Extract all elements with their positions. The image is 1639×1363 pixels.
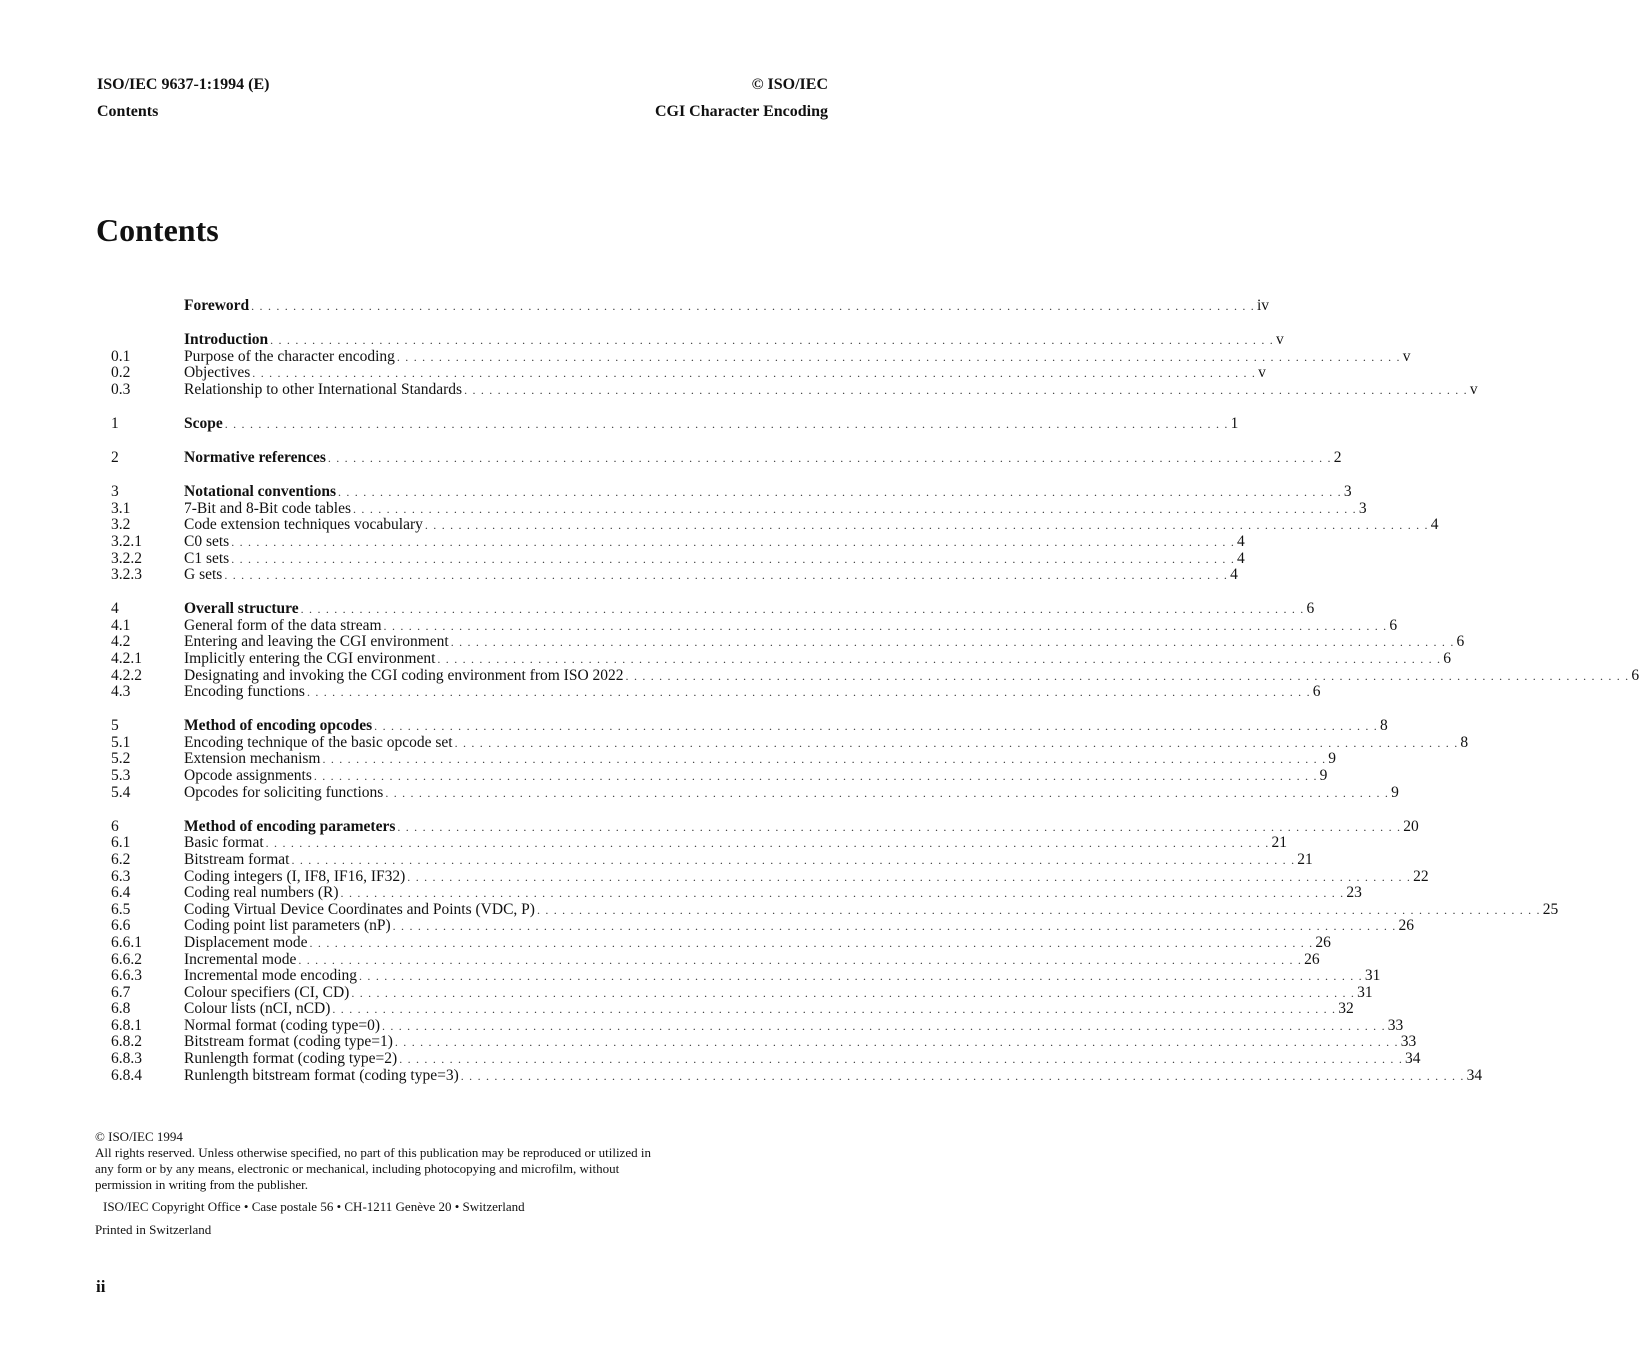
toc-entry[interactable] — [111, 983, 1373, 1002]
toc-dot-leader: . . . . . . . . . . . . . . . . . . . . . . . . . . . . . . . . . . . . . . . . . . . . . . . . . . . . . . . . . . . . . . . . . . . . . . . . . . . . . . . . . . . . . . . . . . . . . . . . . . . . . . . . . . . . . . . . . . . . . . . . — [625, 668, 1630, 683]
toc-entry[interactable] — [111, 414, 1239, 433]
toc-entry[interactable] — [111, 783, 1399, 802]
toc-entry-number: 0.2 — [111, 364, 131, 382]
toc-entry-page: 4 — [1230, 566, 1238, 584]
toc-dot-leader: . . . . . . . . . . . . . . . . . . . . . . . . . . . . . . . . . . . . . . . . . . . . . . . . . . . . . . . . . . . . . . . . . . . . . . . . . . . . . . . . . . . . . . . . . . . . . . . . . . . . . . . . . . . . . . . . . . . . . . . . — [424, 518, 1429, 533]
toc-entry-title: Opcode assignments — [184, 767, 312, 785]
toc-entry-number: 6.6.1 — [111, 933, 142, 951]
toc-entry-number: 6.1 — [111, 834, 131, 852]
toc-entry-title: C1 sets — [184, 549, 230, 567]
toc-entry-page: iv — [1256, 297, 1270, 314]
toc-dot-leader: . . . . . . . . . . . . . . . . . . . . . . . . . . . . . . . . . . . . . . . . . . . . . . . . . . . . . . . . . . . . . . . . . . . . . . . . . . . . . . . . . . . . . . . . . . . . . . . . . . . . . . . . . . . . . . . . . . . . . . . . — [270, 333, 1274, 348]
toc-entry-page: 20 — [1403, 817, 1419, 835]
toc-entry-number: 0.1 — [111, 347, 131, 365]
toc-dot-leader: . . . . . . . . . . . . . . . . . . . . . . . . . . . . . . . . . . . . . . . . . . . . . . . . . . . . . . . . . . . . . . . . . . . . . . . . . . . . . . . . . . . . . . . . . . . . . . . . . . . . . . . . . . . . . . . . . . . . . . . . — [385, 785, 1390, 800]
toc-entry-title: Designating and invoking the CGI coding environment from ISO 2022 — [184, 666, 624, 684]
toc-dot-leader: . . . . . . . . . . . . . . . . . . . . . . . . . . . . . . . . . . . . . . . . . . . . . . . . . . . . . . . . . . . . . . . . . . . . . . . . . . . . . . . . . . . . . . . . . . . . . . . . . . . . . . . . . . . . . . . . . . . . . . . . — [251, 299, 1255, 313]
toc-entry-page: v — [1275, 331, 1284, 349]
toc-dot-leader: . . . . . . . . . . . . . . . . . . . . . . . . . . . . . . . . . . . . . . . . . . . . . . . . . . . . . . . . . . . . . . . . . . . . . . . . . . . . . . . . . . . . . . . . . . . . . . . . . . . . . . . . . . . . . . . . . . . . . . . . — [340, 886, 1345, 901]
toc-entry-title: Runlength format (coding type=2) — [184, 1050, 398, 1068]
toc-entry-title: Foreword — [184, 297, 250, 314]
copyright-office-address: ISO/IEC Copyright Office • Case postale 56 • CH-1211 Genève 20 • Switzerland — [103, 1199, 525, 1214]
toc-entry[interactable] — [111, 483, 1352, 501]
toc-entry-number: 6.8 — [111, 1000, 131, 1018]
toc-dot-leader: . . . . . . . . . . . . . . . . . . . . . . . . . . . . . . . . . . . . . . . . . . . . . . . . . . . . . . . . . . . . . . . . . . . . . . . . . . . . . . . . . . . . . . . . . . . . . . . . . . . . . . . . . . . . . . . . . . . . . . . . — [399, 1052, 1404, 1067]
toc-dot-leader: . . . . . . . . . . . . . . . . . . . . . . . . . . . . . . . . . . . . . . . . . . . . . . . . . . . . . . . . . . . . . . . . . . . . . . . . . . . . . . . . . . . . . . . . . . . . . . . . . . . . . . . . . . . . . . . . . . . . . . . . — [437, 652, 1442, 666]
toc-dot-leader: . . . . . . . . . . . . . . . . . . . . . . . . . . . . . . . . . . . . . . . . . . . . . . . . . . . . . . . . . . . . . . . . . . . . . . . . . . . . . . . . . . . . . . . . . . . . . . . . . . . . . . . . . . . . . . . . . . . . . . . . — [224, 568, 1229, 583]
toc-entry-page: 2 — [1333, 449, 1342, 467]
toc-entry-title: Introduction — [184, 331, 269, 349]
toc-entry-title: Encoding functions — [184, 683, 305, 701]
toc-dot-leader: . . . . . . . . . . . . . . . . . . . . . . . . . . . . . . . . . . . . . . . . . . . . . . . . . . . . . . . . . . . . . . . . . . . . . . . . . . . . . . . . . . . . . . . . . . . . . . . . . . . . . . . . . . . . . . . . . . . . . . . . — [351, 985, 1356, 1000]
toc-entry[interactable] — [111, 616, 1398, 635]
toc-entry[interactable] — [111, 380, 1478, 399]
toc-entry[interactable] — [111, 933, 1331, 952]
page-number: ii — [96, 1277, 106, 1296]
toc-entry-number: 6.3 — [111, 867, 131, 885]
toc-entry-page: 23 — [1346, 884, 1362, 902]
toc-dot-leader: . . . . . . . . . . . . . . . . . . . . . . . . . . . . . . . . . . . . . . . . . . . . . . . . . . . . . . . . . . . . . . . . . . . . . . . . . . . . . . . . . . . . . . . . . . . . . . . . . . . . . . . . . . . . . . . . . . . . . . . . — [394, 1035, 1399, 1050]
toc-dot-leader: . . . . . . . . . . . . . . . . . . . . . . . . . . . . . . . . . . . . . . . . . . . . . . . . . . . . . . . . . . . . . . . . . . . . . . . . . . . . . . . . . . . . . . . . . . . . . . . . . . . . . . . . . . . . . . . . . . . . . . . . — [224, 416, 1229, 431]
toc-entry-title: Incremental mode encoding — [184, 967, 358, 985]
toc-entry-number: 5.4 — [111, 783, 131, 801]
toc-entry[interactable] — [111, 1000, 1354, 1018]
header-standard-id: ISO/IEC 9637-1:1994 (E) — [97, 76, 270, 93]
toc-entry-title: Bitstream format — [184, 850, 290, 868]
toc-entry-number: 4.2.2 — [111, 666, 142, 684]
toc-entry-number: 3.1 — [111, 499, 131, 517]
toc-dot-leader: . . . . . . . . . . . . . . . . . . . . . . . . . . . . . . . . . . . . . . . . . . . . . . . . . . . . . . . . . . . . . . . . . . . . . . . . . . . . . . . . . . . . . . . . . . . . . . . . . . . . . . . . . . . . . . . . . . . . . . . . — [252, 366, 1257, 381]
toc-entry-page: 1 — [1230, 414, 1239, 432]
toc-entry-page: 6 — [1312, 683, 1321, 701]
toc-entry-number: 6.7 — [111, 983, 131, 1001]
toc-entry-number: 2 — [111, 449, 119, 467]
toc-entry[interactable] — [111, 600, 1315, 618]
toc-dot-leader: . . . . . . . . . . . . . . . . . . . . . . . . . . . . . . . . . . . . . . . . . . . . . . . . . . . . . . . . . . . . . . . . . . . . . . . . . . . . . . . . . . . . . . . . . . . . . . . . . . . . . . . . . . . . . . . . . . . . . . . . — [454, 735, 1459, 750]
toc-entry-page: 3 — [1343, 483, 1352, 501]
toc-entry[interactable] — [111, 331, 1284, 349]
toc-entry-page: 22 — [1413, 867, 1429, 885]
toc-entry-page: 9 — [1319, 767, 1328, 785]
toc-entry-page: 4 — [1430, 516, 1439, 534]
toc-entry-page: 8 — [1379, 717, 1388, 735]
toc-dot-leader: . . . . . . . . . . . . . . . . . . . . . . . . . . . . . . . . . . . . . . . . . . . . . . . . . . . . . . . . . . . . . . . . . . . . . . . . . . . . . . . . . . . . . . . . . . . . . . . . . . . . . . . . . . . . . . . . . . . . . . . . — [450, 635, 1455, 650]
toc-entry-number: 0.3 — [111, 380, 131, 398]
toc-entry[interactable] — [111, 767, 1328, 785]
toc-entry[interactable] — [111, 967, 1381, 985]
toc-dot-leader: . . . . . . . . . . . . . . . . . . . . . . . . . . . . . . . . . . . . . . . . . . . . . . . . . . . . . . . . . . . . . . . . . . . . . . . . . . . . . . . . . . . . . . . . . . . . . . . . . . . . . . . . . . . . . . . . . . . . . . . . — [397, 819, 1402, 834]
toc-entry-number: 5 — [111, 717, 119, 735]
toc-entry-title: Normative references — [184, 449, 326, 467]
toc-entry-number: 6.8.1 — [111, 1016, 142, 1034]
toc-entry[interactable] — [111, 717, 1388, 735]
toc-entry-title: Colour lists (nCI, nCD) — [184, 1000, 331, 1018]
toc-entry-page: v — [1402, 347, 1411, 365]
toc-entry-title: Incremental mode — [184, 950, 297, 968]
toc-entry-page: 21 — [1271, 834, 1287, 852]
toc-entry-title: C0 sets — [184, 532, 230, 550]
toc-entry-page: 26 — [1398, 917, 1414, 935]
toc-entry-page: v — [1469, 380, 1478, 398]
toc-entry-number: 6.4 — [111, 884, 131, 902]
toc-entry-title: Opcodes for soliciting functions — [184, 783, 384, 801]
toc-dot-leader: . . . . . . . . . . . . . . . . . . . . . . . . . . . . . . . . . . . . . . . . . . . . . . . . . . . . . . . . . . . . . . . . . . . . . . . . . . . . . . . . . . . . . . . . . . . . . . . . . . . . . . . . . . . . . . . . . . . . . . . . — [322, 752, 1327, 767]
toc-dot-leader: . . . . . . . . . . . . . . . . . . . . . . . . . . . . . . . . . . . . . . . . . . . . . . . . . . . . . . . . . . . . . . . . . . . . . . . . . . . . . . . . . . . . . . . . . . . . . . . . . . . . . . . . . . . . . . . . . . . . . . . . — [291, 852, 1296, 867]
toc-entry-number: 6.6.3 — [111, 967, 142, 985]
toc-entry-page: 9 — [1328, 750, 1337, 768]
toc-entry[interactable] — [111, 900, 1559, 919]
toc-entry-page: 6 — [1631, 666, 1639, 684]
toc-entry[interactable] — [111, 1033, 1417, 1051]
toc-entry-number: 3.2 — [111, 516, 131, 534]
toc-dot-leader: . . . . . . . . . . . . . . . . . . . . . . . . . . . . . . . . . . . . . . . . . . . . . . . . . . . . . . . . . . . . . . . . . . . . . . . . . . . . . . . . . . . . . . . . . . . . . . . . . . . . . . . . . . . . . . . . . . . . . . . . — [338, 485, 1342, 500]
toc-entry-title: Coding point list parameters (nP) — [184, 917, 391, 935]
toc-entry[interactable] — [111, 516, 1439, 534]
toc-entry-number: 5.3 — [111, 767, 131, 785]
toc-entry-title: Scope — [184, 414, 223, 432]
toc-entry-number: 5.2 — [111, 750, 131, 768]
toc-entry-title: Coding integers (I, IF8, IF16, IF32) — [184, 867, 406, 885]
toc-entry-page: 31 — [1364, 967, 1381, 985]
toc-entry[interactable] — [111, 347, 1411, 366]
toc-entry-page: 4 — [1237, 549, 1245, 567]
toc-entry-page: 6 — [1456, 633, 1465, 651]
toc-entry[interactable] — [111, 666, 1639, 685]
toc-group — [111, 414, 1239, 433]
toc-dot-leader: . . . . . . . . . . . . . . . . . . . . . . . . . . . . . . . . . . . . . . . . . . . . . . . . . . . . . . . . . . . . . . . . . . . . . . . . . . . . . . . . . . . . . . . . . . . . . . . . . . . . . . . . . . . . . . . . . . . . . . . . — [396, 349, 1401, 364]
toc-entry-title: G sets — [184, 566, 223, 584]
toc-entry[interactable] — [111, 950, 1320, 969]
toc-entry[interactable] — [111, 1016, 1404, 1035]
toc-entry[interactable] — [111, 834, 1287, 852]
toc-dot-leader: . . . . . . . . . . . . . . . . . . . . . . . . . . . . . . . . . . . . . . . . . . . . . . . . . . . . . . . . . . . . . . . . . . . . . . . . . . . . . . . . . . . . . . . . . . . . . . . . . . . . . . . . . . . . . . . . . . . . . . . . — [359, 969, 1363, 984]
toc-entry-number: 3.2.3 — [111, 566, 142, 584]
toc-entry-page: 6 — [1306, 600, 1315, 618]
toc-entry-title: Displacement mode — [184, 933, 308, 951]
toc-entry-title: General form of the data stream — [184, 616, 382, 634]
toc-entry[interactable] — [111, 683, 1321, 701]
toc-dot-leader: . . . . . . . . . . . . . . . . . . . . . . . . . . . . . . . . . . . . . . . . . . . . . . . . . . . . . . . . . . . . . . . . . . . . . . . . . . . . . . . . . . . . . . . . . . . . . . . . . . . . . . . . . . . . . . . . . . . . . . . . — [231, 551, 1236, 566]
toc-dot-leader: . . . . . . . . . . . . . . . . . . . . . . . . . . . . . . . . . . . . . . . . . . . . . . . . . . . . . . . . . . . . . . . . . . . . . . . . . . . . . . . . . . . . . . . . . . . . . . . . . . . . . . . . . . . . . . . . . . . . . . . . — [309, 935, 1314, 950]
toc-entry-number: 3.2.2 — [111, 549, 142, 567]
toc-entry-number: 6.6.2 — [111, 950, 142, 968]
toc-entry-page: 6 — [1389, 616, 1398, 634]
toc-entry[interactable] — [111, 297, 1270, 315]
toc-dot-leader: . . . . . . . . . . . . . . . . . . . . . . . . . . . . . . . . . . . . . . . . . . . . . . . . . . . . . . . . . . . . . . . . . . . . . . . . . . . . . . . . . . . . . . . . . . . . . . . . . . . . . . . . . . . . . . . . . . . . . . . . — [327, 451, 1332, 466]
toc-entry-number: 6.8.2 — [111, 1033, 142, 1051]
toc-entry-page: 3 — [1358, 499, 1367, 517]
toc-dot-leader: . . . . . . . . . . . . . . . . . . . . . . . . . . . . . . . . . . . . . . . . . . . . . . . . . . . . . . . . . . . . . . . . . . . . . . . . . . . . . . . . . . . . . . . . . . . . . . . . . . . . . . . . . . . . . . . . . . . . . . . . — [306, 685, 1311, 700]
toc-entry-number: 4 — [111, 600, 119, 618]
toc-entry[interactable] — [111, 917, 1414, 935]
page-title: Contents — [96, 212, 219, 248]
toc-entry-title: Method of encoding opcodes — [184, 717, 373, 735]
toc-entry-title: Implicitly entering the CGI environment — [184, 650, 436, 667]
toc-entry-number: 6.2 — [111, 850, 131, 868]
toc-entry-number: 4.1 — [111, 616, 131, 634]
toc-entry-title: Basic format — [184, 834, 264, 852]
copyright-line: © ISO/IEC 1994 — [95, 1129, 183, 1144]
toc-entry-title: Relationship to other International Standards — [184, 380, 463, 398]
toc-entry[interactable] — [111, 867, 1429, 886]
toc-entry[interactable] — [111, 1066, 1483, 1085]
toc-entry-title: Encoding technique of the basic opcode set — [184, 733, 453, 751]
toc-entry-title: Code extension techniques vocabulary — [184, 516, 423, 534]
toc-dot-leader: . . . . . . . . . . . . . . . . . . . . . . . . . . . . . . . . . . . . . . . . . . . . . . . . . . . . . . . . . . . . . . . . . . . . . . . . . . . . . . . . . . . . . . . . . . . . . . . . . . . . . . . . . . . . . . . . . . . . . . . . — [392, 919, 1397, 934]
toc-entry-number: 6.8.4 — [111, 1066, 142, 1084]
toc-entry-page: 21 — [1297, 850, 1313, 868]
toc-entry-title: Extension mechanism — [184, 750, 321, 768]
toc-entry-page: 31 — [1357, 983, 1373, 1001]
toc-entry-page: 34 — [1466, 1066, 1483, 1084]
toc-entry-page: 6 — [1443, 650, 1451, 667]
toc-entry-title: Purpose of the character encoding — [184, 347, 395, 365]
toc-group — [111, 449, 1342, 467]
toc-group — [111, 600, 1639, 701]
copyright-notice — [95, 1129, 655, 1238]
toc-entry[interactable] — [111, 633, 1465, 651]
toc-dot-leader: . . . . . . . . . . . . . . . . . . . . . . . . . . . . . . . . . . . . . . . . . . . . . . . . . . . . . . . . . . . . . . . . . . . . . . . . . . . . . . . . . . . . . . . . . . . . . . . . . . . . . . . . . . . . . . . . . . . . . . . . — [313, 769, 1318, 784]
toc-entry-page: 33 — [1387, 1016, 1404, 1034]
toc-entry-title: Coding Virtual Device Coordinates and Points (VDC, P) — [184, 900, 535, 918]
toc-entry[interactable] — [111, 650, 1451, 668]
toc-dot-leader: . . . . . . . . . . . . . . . . . . . . . . . . . . . . . . . . . . . . . . . . . . . . . . . . . . . . . . . . . . . . . . . . . . . . . . . . . . . . . . . . . . . . . . . . . . . . . . . . . . . . . . . . . . . . . . . . . . . . . . . . — [353, 501, 1357, 516]
toc-entry[interactable] — [111, 449, 1342, 467]
toc-entry-title: Coding real numbers (R) — [184, 884, 339, 902]
toc-entry-page: 26 — [1304, 950, 1320, 968]
toc-entry[interactable] — [111, 1050, 1421, 1068]
toc-entry-page: 26 — [1315, 933, 1331, 951]
toc-entry-title: Entering and leaving the CGI environment — [184, 633, 449, 651]
toc-entry-number: 3 — [111, 483, 119, 501]
toc-entry-title: Method of encoding parameters — [184, 817, 396, 835]
toc-group — [111, 717, 1469, 801]
toc-entry-number: 4.3 — [111, 683, 131, 701]
toc-entry-number: 4.2.1 — [111, 650, 142, 667]
toc-entry-title: Overall structure — [184, 600, 299, 618]
toc-dot-leader: . . . . . . . . . . . . . . . . . . . . . . . . . . . . . . . . . . . . . . . . . . . . . . . . . . . . . . . . . . . . . . . . . . . . . . . . . . . . . . . . . . . . . . . . . . . . . . . . . . . . . . . . . . . . . . . . . . . . . . . . — [265, 836, 1270, 851]
copyright-rights-text: All rights reserved. Unless otherwise specified, no part of this publication may be reproduced or utilized in any form or by any means, electronic or mechanical, including photocopying and microfilm, without permission in writing from the publisher. — [95, 1145, 651, 1192]
toc-group — [111, 817, 1559, 1085]
toc-entry[interactable] — [111, 499, 1367, 518]
toc-entry[interactable] — [111, 733, 1469, 752]
header-copyright: © ISO/IEC — [751, 76, 828, 93]
toc-entry-number: 3.2.1 — [111, 532, 142, 550]
toc-dot-leader: . . . . . . . . . . . . . . . . . . . . . . . . . . . . . . . . . . . . . . . . . . . . . . . . . . . . . . . . . . . . . . . . . . . . . . . . . . . . . . . . . . . . . . . . . . . . . . . . . . . . . . . . . . . . . . . . . . . . . . . . — [298, 952, 1303, 967]
toc-entry[interactable] — [111, 884, 1362, 902]
toc-entry-number: 6.8.3 — [111, 1050, 142, 1068]
toc-entry-number: 6.6 — [111, 917, 131, 935]
toc-entry-number: 1 — [111, 414, 119, 432]
toc-group — [111, 483, 1439, 584]
toc-dot-leader: . . . . . . . . . . . . . . . . . . . . . . . . . . . . . . . . . . . . . . . . . . . . . . . . . . . . . . . . . . . . . . . . . . . . . . . . . . . . . . . . . . . . . . . . . . . . . . . . . . . . . . . . . . . . . . . . . . . . . . . . — [464, 382, 1468, 397]
toc-dot-leader: . . . . . . . . . . . . . . . . . . . . . . . . . . . . . . . . . . . . . . . . . . . . . . . . . . . . . . . . . . . . . . . . . . . . . . . . . . . . . . . . . . . . . . . . . . . . . . . . . . . . . . . . . . . . . . . . . . . . . . . . — [383, 618, 1388, 633]
toc-dot-leader: . . . . . . . . . . . . . . . . . . . . . . . . . . . . . . . . . . . . . . . . . . . . . . . . . . . . . . . . . . . . . . . . . . . . . . . . . . . . . . . . . . . . . . . . . . . . . . . . . . . . . . . . . . . . . . . . . . . . . . . . — [231, 534, 1236, 549]
toc-entry-number: 4.2 — [111, 633, 131, 651]
toc-group — [111, 297, 1270, 315]
toc-entry[interactable] — [111, 364, 1266, 382]
toc-entry-page: 32 — [1338, 1000, 1354, 1018]
toc-entry-page: 34 — [1405, 1050, 1421, 1068]
toc-dot-leader: . . . . . . . . . . . . . . . . . . . . . . . . . . . . . . . . . . . . . . . . . . . . . . . . . . . . . . . . . . . . . . . . . . . . . . . . . . . . . . . . . . . . . . . . . . . . . . . . . . . . . . . . . . . . . . . . . . . . . . . . — [332, 1002, 1337, 1017]
toc-entry-title: 7-Bit and 8-Bit code tables — [184, 499, 352, 517]
header-section-name: Contents — [97, 103, 159, 120]
table-of-contents — [111, 297, 1639, 1102]
toc-entry-title: Objectives — [184, 364, 251, 382]
toc-entry-page: 33 — [1400, 1033, 1417, 1051]
toc-entry-page: v — [1258, 364, 1266, 382]
toc-dot-leader: . . . . . . . . . . . . . . . . . . . . . . . . . . . . . . . . . . . . . . . . . . . . . . . . . . . . . . . . . . . . . . . . . . . . . . . . . . . . . . . . . . . . . . . . . . . . . . . . . . . . . . . . . . . . . . . . . . . . . . . . — [460, 1068, 1465, 1083]
toc-entry-title: Notational conventions — [184, 483, 336, 501]
toc-entry[interactable] — [111, 549, 1245, 568]
toc-entry-page: 8 — [1460, 733, 1469, 751]
header-document-title: CGI Character Encoding — [654, 103, 828, 120]
toc-entry[interactable] — [111, 566, 1238, 584]
toc-entry[interactable] — [111, 817, 1419, 836]
toc-entry-page: 9 — [1391, 783, 1399, 801]
toc-entry-title: Normal format (coding type=0) — [184, 1016, 380, 1034]
printed-location: Printed in Switzerland — [95, 1222, 212, 1237]
toc-entry[interactable] — [111, 532, 1245, 551]
toc-dot-leader: . . . . . . . . . . . . . . . . . . . . . . . . . . . . . . . . . . . . . . . . . . . . . . . . . . . . . . . . . . . . . . . . . . . . . . . . . . . . . . . . . . . . . . . . . . . . . . . . . . . . . . . . . . . . . . . . . . . . . . . . — [374, 719, 1378, 734]
toc-dot-leader: . . . . . . . . . . . . . . . . . . . . . . . . . . . . . . . . . . . . . . . . . . . . . . . . . . . . . . . . . . . . . . . . . . . . . . . . . . . . . . . . . . . . . . . . . . . . . . . . . . . . . . . . . . . . . . . . . . . . . . . . — [536, 902, 1541, 917]
toc-entry-number: 5.1 — [111, 733, 131, 751]
toc-dot-leader: . . . . . . . . . . . . . . . . . . . . . . . . . . . . . . . . . . . . . . . . . . . . . . . . . . . . . . . . . . . . . . . . . . . . . . . . . . . . . . . . . . . . . . . . . . . . . . . . . . . . . . . . . . . . . . . . . . . . . . . . — [407, 869, 1412, 884]
toc-dot-leader: . . . . . . . . . . . . . . . . . . . . . . . . . . . . . . . . . . . . . . . . . . . . . . . . . . . . . . . . . . . . . . . . . . . . . . . . . . . . . . . . . . . . . . . . . . . . . . . . . . . . . . . . . . . . . . . . . . . . . . . . — [381, 1018, 1386, 1033]
toc-group — [111, 331, 1478, 398]
toc-entry-title: Colour specifiers (CI, CD) — [184, 983, 350, 1001]
toc-entry[interactable] — [111, 750, 1337, 768]
toc-entry-page: 25 — [1542, 900, 1559, 918]
toc-entry-title: Bitstream format (coding type=1) — [184, 1033, 393, 1051]
toc-entry-title: Runlength bitstream format (coding type=3) — [184, 1066, 459, 1084]
toc-entry-number: 6 — [111, 817, 119, 835]
toc-entry-page: 4 — [1237, 532, 1245, 550]
toc-dot-leader: . . . . . . . . . . . . . . . . . . . . . . . . . . . . . . . . . . . . . . . . . . . . . . . . . . . . . . . . . . . . . . . . . . . . . . . . . . . . . . . . . . . . . . . . . . . . . . . . . . . . . . . . . . . . . . . . . . . . . . . . — [300, 602, 1305, 617]
toc-entry[interactable] — [111, 850, 1313, 869]
toc-entry-number: 6.5 — [111, 900, 131, 918]
